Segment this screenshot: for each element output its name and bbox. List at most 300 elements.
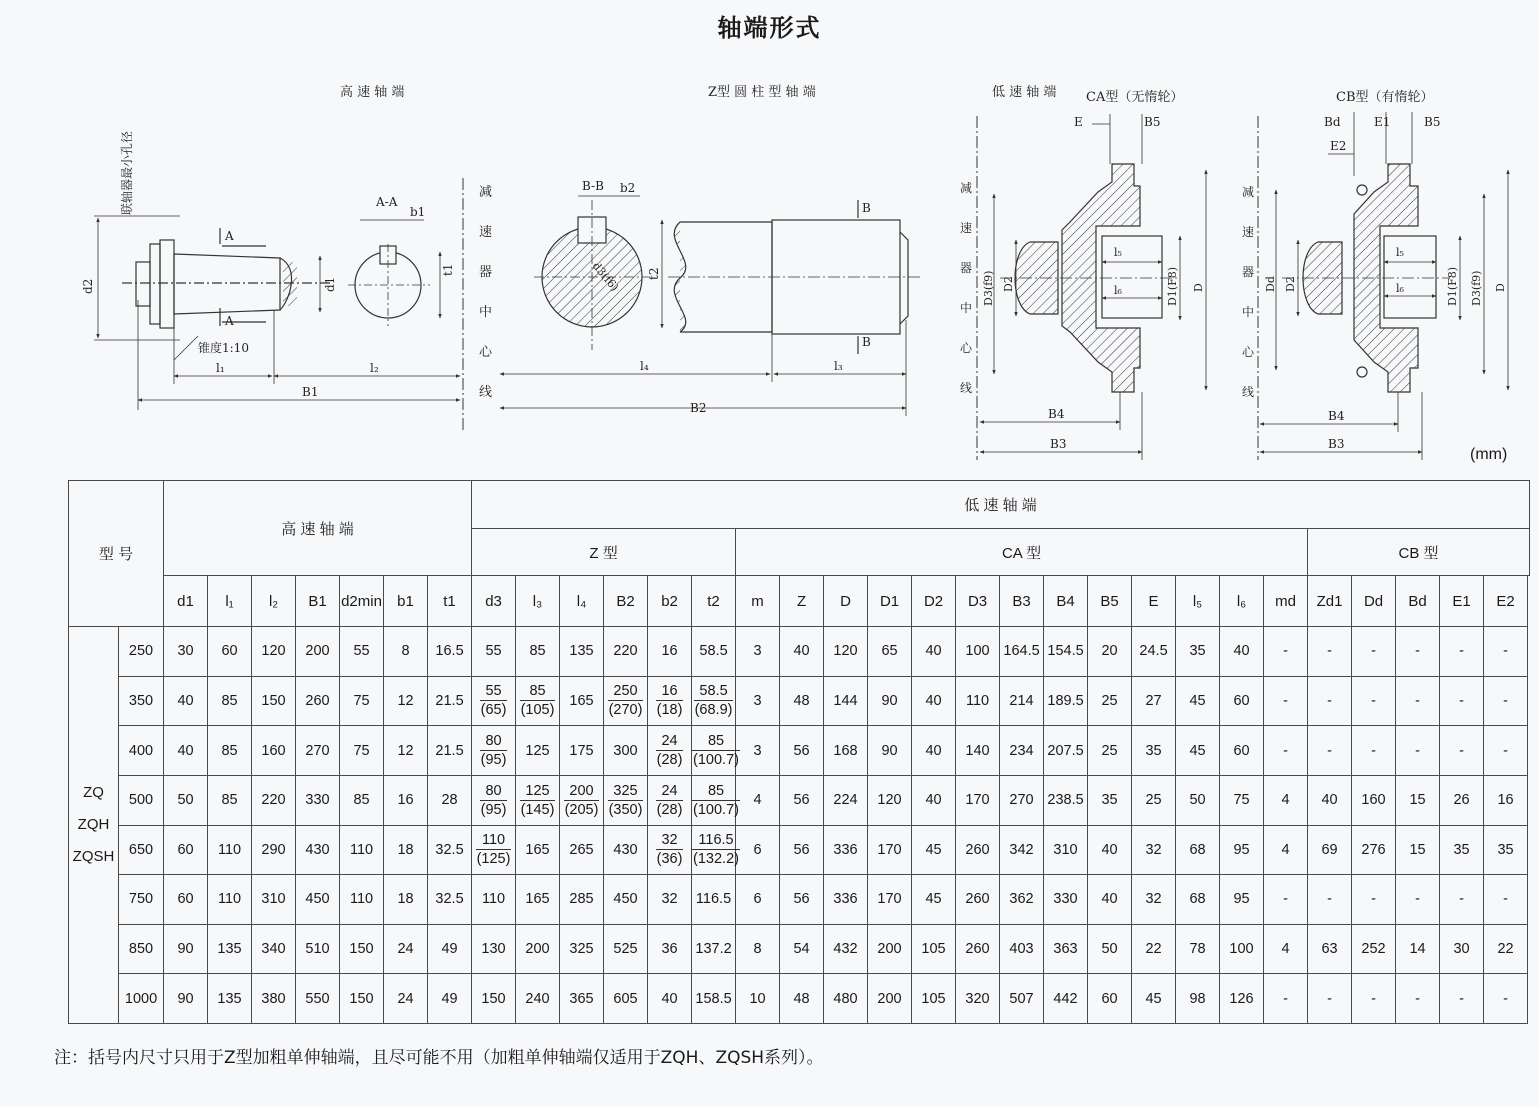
table-cell: 164.5 (1000, 627, 1044, 677)
table-cell: 200 (868, 924, 912, 974)
table-cell: 16 (648, 627, 692, 677)
model-size-cell: 250 (119, 627, 164, 677)
model-size-cell: 850 (119, 924, 164, 974)
cb-E2-label: E2 (1330, 139, 1347, 153)
table-cell: - (1264, 875, 1308, 925)
table-cell: 4 (736, 775, 780, 825)
series-cell (69, 627, 119, 1024)
standard-value: 125 (520, 782, 556, 801)
stacked-value (694, 682, 734, 719)
model-header: 型 号 (69, 481, 164, 627)
table-cell: 25 (1088, 676, 1132, 726)
table-cell: 58.5 (692, 627, 736, 677)
ca-D2-label: D2 (1002, 276, 1015, 292)
table-cell: 300 (604, 726, 648, 776)
table-cell: 270 (1000, 775, 1044, 825)
standard-value: 24 (656, 732, 684, 751)
table-cell (516, 676, 560, 726)
standard-value: 110 (476, 831, 512, 850)
table-cell: 50 (1176, 775, 1220, 825)
column-header: D (824, 576, 868, 627)
table-cell: 60 (1088, 974, 1132, 1024)
table-cell: 68 (1176, 875, 1220, 925)
table-cell: 120 (824, 627, 868, 677)
table-cell: - (1352, 676, 1396, 726)
table-cell: 24.5 (1132, 627, 1176, 677)
table-cell: 14 (1396, 924, 1440, 974)
table-cell: 50 (164, 775, 208, 825)
cb-type-drawing (1242, 89, 1508, 460)
table-cell: 85 (208, 726, 252, 776)
section-a-top: A (225, 229, 234, 243)
table-cell: 60 (164, 825, 208, 875)
table-cell: - (1308, 676, 1352, 726)
column-header: d3 (472, 576, 516, 627)
cb-D-label: D (1494, 283, 1507, 292)
cb-type-header: CB 型 (1308, 529, 1530, 576)
table-cell: - (1308, 627, 1352, 677)
d2-label: d2 (81, 278, 95, 294)
centerline-char: 线 (960, 381, 973, 395)
table-cell: 54 (780, 924, 824, 974)
ca-B4-label: B4 (1048, 407, 1065, 421)
table-cell: 8 (384, 627, 428, 677)
table-cell: 430 (604, 825, 648, 875)
ca-E-label: E (1074, 115, 1083, 129)
table-cell: 25 (1088, 726, 1132, 776)
table-cell: 110 (472, 875, 516, 925)
column-header: md (1264, 576, 1308, 627)
table-cell: 252 (1352, 924, 1396, 974)
table-cell: 85 (208, 676, 252, 726)
table-cell: 56 (780, 875, 824, 925)
table-cell: 285 (560, 875, 604, 925)
table-cell: 15 (1396, 825, 1440, 875)
column-header: Dd (1352, 576, 1396, 627)
table-cell: 234 (1000, 726, 1044, 776)
table-cell: 45 (1132, 974, 1176, 1024)
stacked-value (692, 831, 740, 868)
table-cell: - (1484, 726, 1528, 776)
table-cell: 48 (780, 974, 824, 1024)
table-cell: 40 (1220, 627, 1264, 677)
table-cell: 150 (340, 974, 384, 1024)
column-header: E (1132, 576, 1176, 627)
table-cell: - (1352, 627, 1396, 677)
cb-D2-label: D2 (1284, 276, 1297, 292)
table-cell: 110 (208, 875, 252, 925)
table-cell: - (1352, 726, 1396, 776)
centerline-char: 中 (479, 305, 493, 320)
thickened-value: (105) (520, 702, 555, 719)
footnote: 注：括号内尺寸只用于Z型加粗单伸轴端，且尽可能不用（加粗单伸轴端仅适用于ZQH、ZQSH系列）。 (54, 1048, 824, 1068)
table-cell: 18 (384, 875, 428, 925)
column-header: D3 (956, 576, 1000, 627)
table-cell: 150 (340, 924, 384, 974)
table-cell: 21.5 (428, 676, 472, 726)
series-name: ZQH (77, 816, 110, 833)
table-cell: 40 (912, 726, 956, 776)
table-cell: 3 (736, 676, 780, 726)
high-speed-shaft-drawing (81, 84, 460, 410)
thickened-value: (95) (480, 801, 507, 818)
table-cell: 85 (340, 775, 384, 825)
column-header: l₄ (560, 576, 604, 627)
ca-l6-label: l₆ (1114, 284, 1122, 297)
table-cell: 325 (560, 924, 604, 974)
table-cell: 100 (1220, 924, 1264, 974)
thickened-value: (100.7) (693, 801, 739, 818)
column-header: E2 (1484, 576, 1528, 627)
thickened-value: (18) (656, 702, 683, 719)
table-cell: 260 (296, 676, 340, 726)
model-size-cell: 350 (119, 676, 164, 726)
standard-value: 325 (608, 782, 644, 801)
table-cell: - (1396, 875, 1440, 925)
thickened-value: (350) (608, 801, 643, 818)
table-cell: 200 (868, 974, 912, 1024)
table-cell (648, 676, 692, 726)
centerline-char: 速 (479, 225, 493, 240)
table-cell: 36 (648, 924, 692, 974)
table-cell: 27 (1132, 676, 1176, 726)
table-cell: 90 (164, 974, 208, 1024)
table-cell (604, 775, 648, 825)
stacked-value (476, 831, 512, 868)
z-type-header: Z 型 (472, 529, 736, 576)
column-header: l₁ (208, 576, 252, 627)
taper-label: 锥度1:10 (198, 341, 249, 355)
standard-value: 85 (520, 682, 556, 701)
table-cell (692, 676, 736, 726)
table-cell: 550 (296, 974, 340, 1024)
stacked-value (520, 682, 556, 719)
section-b-bottom: B (862, 335, 871, 349)
table-cell: 12 (384, 676, 428, 726)
ca-D-label: D (1192, 283, 1205, 292)
unit-label: (mm) (1470, 446, 1508, 463)
table-cell: 430 (296, 825, 340, 875)
table-cell: - (1484, 676, 1528, 726)
table-cell: 40 (164, 726, 208, 776)
table-cell: 75 (1220, 775, 1264, 825)
table-cell: 68 (1176, 825, 1220, 875)
stacked-value (656, 831, 684, 868)
cb-l5-label: l₅ (1396, 246, 1404, 259)
table-cell: 150 (472, 974, 516, 1024)
table-cell: 30 (164, 627, 208, 677)
cb-caption: CB型（有惰轮） (1336, 90, 1434, 105)
table-cell: 336 (824, 875, 868, 925)
table-row (69, 726, 1530, 776)
table-cell: - (1264, 974, 1308, 1024)
table-cell: 260 (956, 875, 1000, 925)
table-cell: 24 (384, 974, 428, 1024)
standard-value: 16 (656, 682, 684, 701)
thickened-value: (145) (520, 801, 555, 818)
low-speed-header: 低 速 轴 端 (472, 481, 1530, 529)
table-cell: 362 (1000, 875, 1044, 925)
table-cell: 260 (956, 825, 1000, 875)
table-cell: 4 (1264, 924, 1308, 974)
table-cell: 110 (208, 825, 252, 875)
table-cell: 310 (252, 875, 296, 925)
b1-label: b1 (410, 205, 426, 219)
table-cell: 170 (868, 875, 912, 925)
column-header-row (69, 576, 1530, 627)
thickened-value: (28) (656, 752, 683, 769)
model-size-cell: 400 (119, 726, 164, 776)
table-cell: - (1484, 627, 1528, 677)
table-cell: 98 (1176, 974, 1220, 1024)
table-cell: 189.5 (1044, 676, 1088, 726)
ca-l5-label: l₅ (1114, 246, 1122, 259)
table-cell: - (1308, 875, 1352, 925)
table-row (69, 825, 1530, 875)
table-cell: 75 (340, 676, 384, 726)
table-cell: 270 (296, 726, 340, 776)
l4-label: l₄ (640, 359, 649, 373)
cb-D3-label: D3(f9) (1470, 270, 1483, 306)
table-cell: 510 (296, 924, 340, 974)
table-cell (648, 825, 692, 875)
table-cell: 35 (1440, 825, 1484, 875)
high-speed-header: 高 速 轴 端 (164, 481, 472, 576)
table-cell: 40 (912, 627, 956, 677)
table-cell: 165 (516, 875, 560, 925)
table-cell: 525 (604, 924, 648, 974)
table-cell: 16 (384, 775, 428, 825)
shaft-end-drawings (0, 0, 1539, 470)
table-cell: 310 (1044, 825, 1088, 875)
centerline-char: 心 (479, 345, 493, 360)
table-cell: 45 (912, 875, 956, 925)
table-cell: 507 (1000, 974, 1044, 1024)
table-cell: - (1396, 676, 1440, 726)
ca-B3-label: B3 (1050, 437, 1067, 451)
table-cell: 432 (824, 924, 868, 974)
table-cell: 28 (428, 775, 472, 825)
table-cell (516, 775, 560, 825)
table-cell: 140 (956, 726, 1000, 776)
table-cell: 40 (648, 974, 692, 1024)
table-cell: 40 (1088, 875, 1132, 925)
table-cell: 605 (604, 974, 648, 1024)
table-cell: 65 (868, 627, 912, 677)
model-size-cell: 650 (119, 825, 164, 875)
table-cell: 150 (252, 676, 296, 726)
centerline-char: 线 (479, 385, 493, 400)
table-cell: 40 (1308, 775, 1352, 825)
table-cell: 75 (340, 726, 384, 776)
column-header: l₆ (1220, 576, 1264, 627)
standard-value: 24 (656, 782, 684, 801)
table-cell: 214 (1000, 676, 1044, 726)
thickened-value: (100.7) (693, 752, 739, 769)
table-cell: 154.5 (1044, 627, 1088, 677)
table-cell: 22 (1132, 924, 1176, 974)
table-cell: 24 (384, 924, 428, 974)
thickened-value: (65) (480, 702, 507, 719)
table-cell (692, 726, 739, 776)
thickened-value: (125) (476, 851, 511, 868)
centerline-char: 线 (1242, 385, 1255, 399)
table-cell: 450 (604, 875, 648, 925)
table-cell: 16 (1484, 775, 1528, 825)
thickened-value: (95) (480, 752, 507, 769)
ca-caption: CA型（无惰轮） (1086, 90, 1184, 105)
table-cell: 18 (384, 825, 428, 875)
model-size-cell: 750 (119, 875, 164, 925)
table-cell: 32.5 (428, 875, 472, 925)
standard-value: 55 (480, 682, 508, 701)
l1-label: l₁ (216, 361, 225, 375)
table-cell: 85 (208, 775, 252, 825)
model-size-cell: 1000 (119, 974, 164, 1024)
ca-D3-label: D3(f9) (982, 270, 995, 306)
table-cell: - (1440, 627, 1484, 677)
table-cell: 480 (824, 974, 868, 1024)
table-cell: 365 (560, 974, 604, 1024)
table-cell: 40 (912, 676, 956, 726)
table-cell (692, 825, 739, 875)
B1-label: B1 (302, 385, 319, 399)
table-cell: 55 (472, 627, 516, 677)
centerline-char: 器 (479, 265, 493, 280)
table-cell: 32 (1132, 875, 1176, 925)
table-cell (472, 676, 516, 726)
table-cell: - (1484, 974, 1528, 1024)
column-header: B3 (1000, 576, 1044, 627)
column-header: t1 (428, 576, 472, 627)
table-cell: 32.5 (428, 825, 472, 875)
z-type-drawing (500, 84, 920, 416)
table-cell: 20 (1088, 627, 1132, 677)
standard-value: 200 (564, 782, 600, 801)
standard-value: 85 (692, 732, 740, 751)
table-cell: 48 (780, 676, 824, 726)
l3-label: l₃ (834, 359, 843, 373)
column-header: b2 (648, 576, 692, 627)
column-header: B4 (1044, 576, 1088, 627)
stacked-value (608, 782, 644, 819)
table-cell: 56 (780, 825, 824, 875)
table-cell: - (1352, 974, 1396, 1024)
cb-B5-label: B5 (1424, 115, 1441, 129)
table-cell: - (1440, 726, 1484, 776)
series-name: ZQ (83, 784, 104, 801)
stacked-value (656, 682, 684, 719)
standard-value: 80 (480, 782, 508, 801)
column-header: Bd (1396, 576, 1440, 627)
column-header: D2 (912, 576, 956, 627)
table-cell: 100 (956, 627, 1000, 677)
table-cell: - (1352, 875, 1396, 925)
z-type-caption: Z型 圆 柱 型 轴 端 (708, 85, 816, 100)
B2-label: B2 (690, 401, 707, 415)
table-cell: 6 (736, 875, 780, 925)
table-cell: 56 (780, 726, 824, 776)
table-cell: - (1484, 875, 1528, 925)
table-cell: 35 (1176, 627, 1220, 677)
table-cell: 6 (736, 825, 780, 875)
section-bb-label: B-B (582, 179, 604, 193)
table-cell: 35 (1484, 825, 1528, 875)
table-cell: - (1308, 974, 1352, 1024)
column-header: B1 (296, 576, 340, 627)
table-cell: 120 (252, 627, 296, 677)
table-cell: 22 (1484, 924, 1528, 974)
table-row (69, 924, 1530, 974)
centerline-char: 速 (1242, 225, 1255, 239)
table-cell: - (1396, 974, 1440, 1024)
centerline-char: 器 (960, 261, 973, 275)
table-cell: 45 (1176, 726, 1220, 776)
table-cell: 60 (208, 627, 252, 677)
table-cell: 336 (824, 825, 868, 875)
table-cell: - (1264, 726, 1308, 776)
table-cell: 40 (1088, 825, 1132, 875)
l2-label: l₂ (370, 361, 379, 375)
table-cell: 320 (956, 974, 1000, 1024)
table-cell: 175 (560, 726, 604, 776)
column-header: d2min (340, 576, 384, 627)
table-cell (560, 775, 604, 825)
column-header: D1 (868, 576, 912, 627)
table-cell: 260 (956, 924, 1000, 974)
centerline-char: 心 (960, 341, 973, 355)
centerline-char: 速 (960, 221, 973, 235)
section-a-bottom: A (225, 314, 234, 328)
table-cell: 105 (912, 974, 956, 1024)
column-header: E1 (1440, 576, 1484, 627)
table-row (69, 627, 1530, 677)
column-header: B2 (604, 576, 648, 627)
table-cell (472, 726, 516, 776)
table-cell: 238.5 (1044, 775, 1088, 825)
table-cell: 265 (560, 825, 604, 875)
table-cell: 160 (252, 726, 296, 776)
table-cell (472, 825, 516, 875)
table-cell: 380 (252, 974, 296, 1024)
standard-value: 250 (608, 682, 644, 701)
stacked-value (692, 782, 740, 819)
centerline-char: 减 (1242, 185, 1255, 199)
table-cell: - (1396, 627, 1440, 677)
table-cell: 158.5 (692, 974, 736, 1024)
table-body (69, 627, 1530, 1024)
cb-E1-label: E1 (1374, 115, 1391, 129)
table-cell: 240 (516, 974, 560, 1024)
standard-value: 80 (480, 732, 508, 751)
table-cell: 200 (516, 924, 560, 974)
table-cell: 110 (956, 676, 1000, 726)
centerline-char: 心 (1242, 345, 1255, 359)
stacked-value (656, 782, 684, 819)
table-cell: 32 (1132, 825, 1176, 875)
table-cell: 165 (516, 825, 560, 875)
table-cell: 220 (604, 627, 648, 677)
table-cell: 403 (1000, 924, 1044, 974)
table-cell: 135 (208, 924, 252, 974)
table-cell: 15 (1396, 775, 1440, 825)
section-b-top: B (862, 201, 871, 215)
stacked-value (656, 732, 684, 769)
table-cell: 168 (824, 726, 868, 776)
ca-B5-label: B5 (1144, 115, 1161, 129)
table-cell: - (1264, 627, 1308, 677)
table-cell: 363 (1044, 924, 1088, 974)
